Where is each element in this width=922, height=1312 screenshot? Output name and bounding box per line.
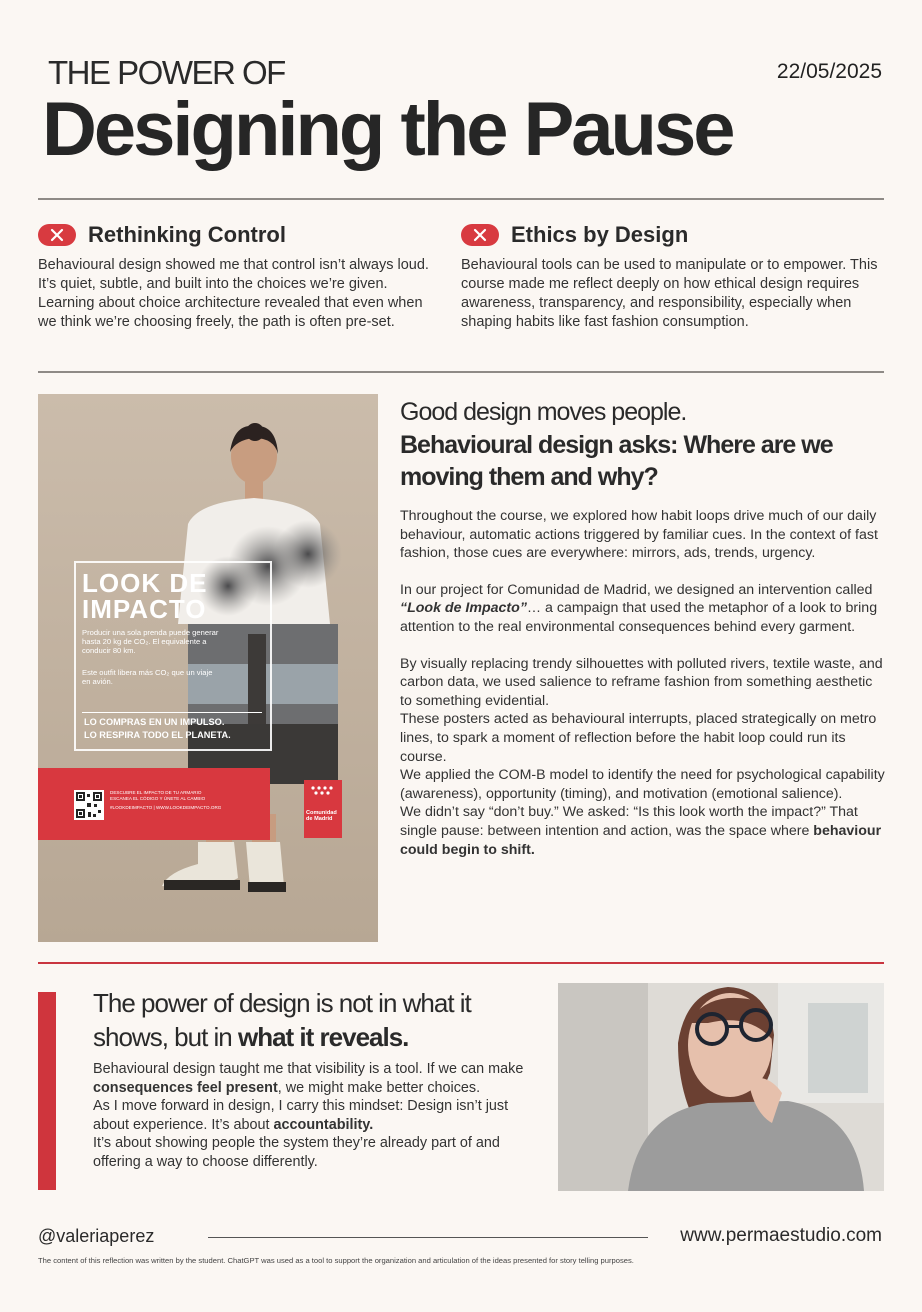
campaign-poster <box>38 394 378 942</box>
column-heading-text: Rethinking Control <box>88 222 286 247</box>
star-flag-icon <box>304 780 342 802</box>
poster-logo <box>304 780 342 838</box>
paragraph-text: Behavioural design taught me that visibility is a tool. If we can make <box>93 1061 524 1077</box>
disclaimer-note: The content of this reflection was written by the student. ChatGPT was used as a tool to support the organization and articulation of the ideas presented for story telling purposes. <box>38 1256 634 1265</box>
main-heading-light: Good design moves people. <box>400 398 687 426</box>
poster-headline-line-2: IMPACTO <box>82 594 207 624</box>
paragraph: We applied the COM-B model to identify the need for psychological capability (awareness), opportunity (timing), and motivation (emotional salience). <box>400 767 885 802</box>
paragraph <box>400 581 886 637</box>
accent-bar <box>38 992 56 1190</box>
paragraph-emphasis: consequences feel present <box>93 1079 278 1096</box>
poster-slogan-line-2: LO RESPIRA TODO EL PLANETA. <box>84 730 231 740</box>
poster-banner-line-2: ESCANEA EL CÓDIGO Y ÚNETE AL CAMBIO <box>110 796 206 801</box>
poster-rule <box>82 712 262 713</box>
paragraph-emphasis: accountability. <box>273 1116 374 1133</box>
paragraph: It’s about showing people the system they’re already part of and offering a way to choose differently. <box>93 1135 500 1170</box>
closing-divider <box>38 962 884 964</box>
paragraph <box>93 1060 541 1097</box>
close-x-icon <box>461 224 499 246</box>
date-label: 22/05/2025 <box>776 60 882 83</box>
paragraph-text: As I move forward in design, I carry this mindset: Design isn’t just about experience. It’s about <box>93 1098 509 1133</box>
poster-logo-text: Comunidad de Madrid <box>306 810 337 823</box>
column-body: Behavioural tools can be used to manipulate or to empower. This course made me reflect deeply on how ethical design requires awareness, transparency, and responsibility, especially when shaping habits like fast fashion consumption. <box>461 257 878 330</box>
poster-banner-line-1: DESCUBRE EL IMPACTO DE TU ARMARIO <box>110 790 202 795</box>
column-heading-text: Ethics by Design <box>511 222 689 247</box>
paragraph-text: We didn’t say “don’t buy.” We asked: “Is this look worth the impact?” That single pause: between intention and action, was the space where <box>400 804 858 839</box>
campaign-name: “Look de Impacto” <box>400 600 527 617</box>
poster-headline-line-1: LOOK DE <box>82 568 208 598</box>
closing-section <box>93 986 541 1172</box>
paragraph-text: In our project for Comunidad de Madrid, we designed an intervention called <box>400 581 873 598</box>
poster-headline <box>82 570 207 622</box>
footer-divider <box>208 1237 648 1238</box>
poster-fact-2: Este outfit libera más CO₂ que un viaje en avión. <box>82 668 213 686</box>
quote-emphasis: what it reveals. <box>237 1022 409 1052</box>
paragraph: These posters acted as behavioural interrupts, placed strategically on metro lines, to spark a moment of reflection before the habit loop could run its course. <box>400 711 877 765</box>
paragraph <box>93 1097 541 1134</box>
closing-quote <box>93 986 541 1054</box>
page-title: Designing the Pause <box>42 87 733 172</box>
paragraph <box>400 803 886 859</box>
poster-banner-tag: #LOOKDEIMPACTO | WWW.LOOKDEIMPACTO.ORG <box>110 805 222 810</box>
poster-banner-text <box>110 790 260 811</box>
column-heading <box>38 222 438 248</box>
qr-code-icon <box>74 790 104 820</box>
column-heading <box>461 222 881 248</box>
photo-illustration <box>558 983 884 1191</box>
main-article <box>400 398 886 859</box>
main-body <box>400 507 886 859</box>
column-rethinking-control <box>38 222 438 332</box>
main-heading-bold: Behavioural design asks: Where are we moving them and why? <box>400 431 833 491</box>
author-handle[interactable]: @valeriaperez <box>38 1226 155 1246</box>
website-link[interactable]: www.permaestudio.com <box>680 1225 882 1246</box>
column-ethics-by-design <box>461 222 881 332</box>
quote-text: The power of design is not in what it shows, but in <box>93 988 471 1052</box>
closing-body <box>93 1060 541 1172</box>
section-divider <box>38 371 884 373</box>
paragraph: By visually replacing trendy silhouettes with polluted rivers, textile waste, and carbon data, we used salience to reframe fashion from something aesthetic to something evidential. <box>400 655 883 709</box>
paragraph-text: … a campaign that used the metaphor of a look to bring attention to the real environmental consequences behind every garment. <box>400 600 878 635</box>
student-photo <box>558 983 884 1191</box>
page-kicker: THE POWER OF <box>48 54 285 91</box>
paragraph-text: , we might make better choices. <box>277 1079 481 1096</box>
poster-slogan <box>84 716 231 742</box>
poster-slogan-line-1: LO COMPRAS EN UN IMPULSO. <box>84 717 225 727</box>
header-divider <box>38 198 884 200</box>
close-x-icon <box>38 224 76 246</box>
paragraph-emphasis: behaviour could begin to shift. <box>400 822 882 858</box>
paragraph: Throughout the course, we explored how habit loops drive much of our daily behaviour, automatic actions triggered by familiar cues. In the context of fast fashion, those cues are everywhere: mirrors, ads, trends, urgency. <box>400 508 878 562</box>
column-body: Behavioural design showed me that control isn’t always loud. It’s quiet, subtle, and built into the choices we’re given. Learning about choice architecture revealed that even when we think we’re choosing freely, the path is often pre-set. <box>38 257 429 330</box>
poster-fact-1: Producir una sola prenda puede generar hasta 20 kg de CO₂. El equivalente a conducir 80 km. <box>82 628 219 655</box>
